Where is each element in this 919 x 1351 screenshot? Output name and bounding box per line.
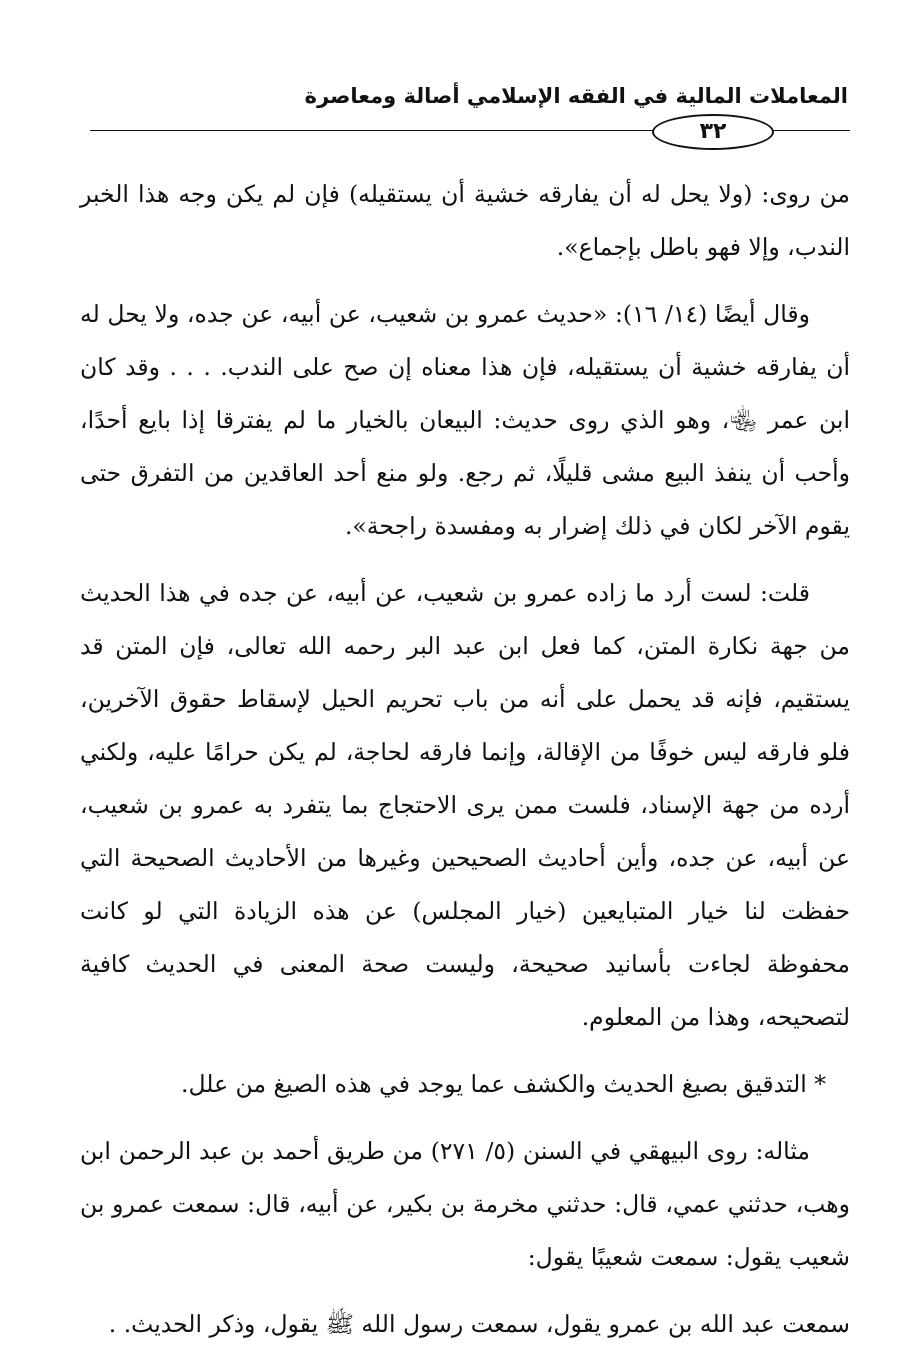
- paragraph-2: وقال أيضًا (١٤/ ١٦): «حديث عمرو بن شعيب، عن أبيه، عن جده، ولا يحل له أن يفارقه خشية أن يستقيله، فإن هذا معناه إن صح على الندب. . . . وقد كان ابن عمر ﵄، وهو الذي روى حديث: البيعان بالخيار ما لم يفترقا إذا بايع أحدًا، وأحب أن ينفذ البيع مشى قليلًا، ثم رجع. ولو منع أحد العاقدين من التفرق حتى يقوم الآخر لكان في ذلك إضرار به ومفسدة راجحة».: [80, 300, 850, 540]
- section-bullet-heading: * التدقيق بصيغ الحديث والكشف عما يوجد في هذه الصيغ من علل.: [181, 1070, 826, 1098]
- paragraph-4: مثاله: روى البيهقي في السنن (٥/ ٢٧١) من طريق أحمد بن عبد الرحمن ابن وهب، حدثني عمي، قال: حدثني مخرمة بن بكير، عن أبيه، قال: سمعت عمرو بن شعيب يقول: سمعت شعيبًا يقول:: [80, 1137, 850, 1271]
- paragraph-5: سمعت عبد الله بن عمرو يقول، سمعت رسول الله ﷺ يقول، وذكر الحديث. .: [108, 1310, 850, 1338]
- body-text: [80, 168, 850, 1351]
- running-title: المعاملات المالية في الفقه الإسلامي أصالة ومعاصرة: [304, 84, 848, 108]
- page-number: ٣٢: [652, 114, 774, 150]
- paragraph-1: من روى: (ولا يحل له أن يفارقه خشية أن يستقيله) فإن لم يكن وجه هذا الخبر الندب، وإلا فهو باطل بإجماع».: [80, 180, 850, 261]
- paragraph-3: قلت: لست أرد ما زاده عمرو بن شعيب، عن أبيه، عن جده في هذا الحديث من جهة نكارة المتن، كما فعل ابن عبد البر رحمه الله تعالى، فإن المتن قد يستقيم، فإنه قد يحمل على أنه من باب تحريم الحيل لإسقاط حقوق الآخرين، فلو فارقه ليس خوفًا من الإقالة، وإنما فارقه لحاجة، لم يكن حرامًا عليه، ولكني أرده من جهة الإسناد، فلست ممن يرى الاحتجاج بما يتفرد به عمرو بن شعيب، عن أبيه، عن جده، وأين أحاديث الصحيحين وغيرها من الأحاديث الصحيحة التي حفظت لنا خيار المتبايعين (خيار المجلس) عن هذه الزيادة التي لو كانت محفوظة لجاءت بأسانيد صحيحة، وليست صحة المعنى في الحديث كافية لتصحيحه، وهذا من المعلوم.: [80, 579, 850, 1031]
